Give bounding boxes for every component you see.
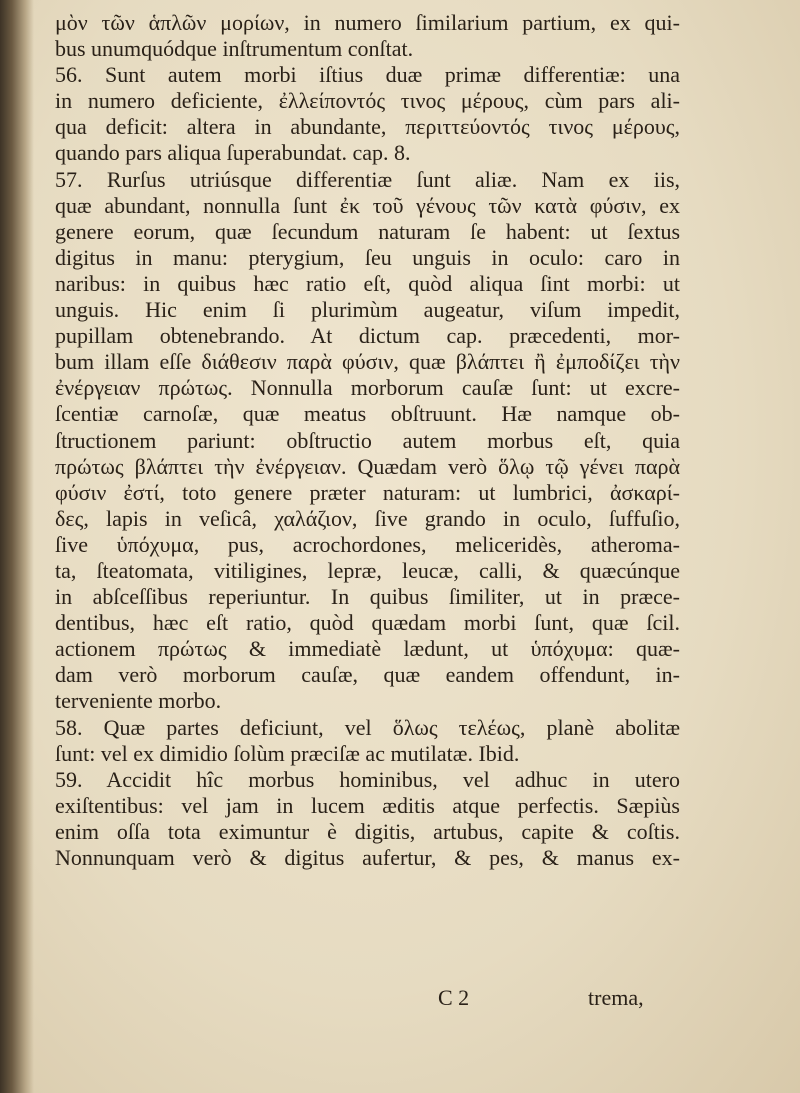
text-line: naribus: in quibus hæc ratio eſt, quòd aliqua ſint morbi: ut: [55, 270, 680, 296]
text-line: δες, lapis in veſicâ, χαλάζιον, ſive grando in oculo, ſuffuſio,: [55, 505, 680, 531]
text-line: qua deficit: altera in abundante, περιττεύοντός τινος μέρους,: [55, 114, 680, 140]
text-line: φύσιν ἐστί, toto genere præter naturam: ut lumbrici, ἀσκαρί-: [55, 479, 680, 505]
text-line: enim oſſa tota eximuntur è digitis, artubus, capite & coſtis.: [55, 818, 680, 844]
text-line: ſive ὑπόχυμα, pus, acrochordones, meliceridès, atheroma-: [55, 531, 680, 557]
text-line: bus unumquódque inſtrumentum conſtat.: [55, 36, 414, 62]
text-line: actionem πρώτως & immediatè lædunt, ut ὑπόχυμα: quæ-: [55, 636, 680, 662]
text-line: ta, ſteatomata, vitiligines, lepræ, leucæ, calli, & quæcúnque: [55, 557, 680, 583]
text-line: in numero deficiente, ἐλλείποντός τινος μέρους, cùm pars ali-: [55, 88, 680, 114]
text-line: pupillam obtenebrando. At dictum cap. præcedenti, mor-: [55, 323, 680, 349]
text-line: μὸν τῶν ἁπλῶν μορίων, in numero ſimilarium partium, ex qui-: [55, 10, 680, 35]
text-line: Nonnunquam verò & digitus aufertur, & pes, & manus ex-: [55, 845, 680, 870]
text-line: digitus in manu: pterygium, ſeu unguis in oculo: caro in: [55, 244, 680, 270]
text-line: ſunt: vel ex dimidio ſolùm præciſæ ac mutilatæ. Ibid.: [55, 740, 520, 766]
text-line: ſtructionem pariunt: obſtructio autem morbus eſt, quia: [55, 427, 680, 453]
text-line: in abſceſſibus reperiuntur. In quibus ſimiliter, ut in præce-: [55, 584, 680, 610]
text-line: ἐνέργειαν πρώτως. Nonnulla morborum cauſæ ſunt: ut excre-: [55, 375, 680, 401]
text-line: bum illam eſſe διάθεσιν παρὰ φύσιν, quæ βλάπτει ἢ ἐμποδίζει τὴν: [55, 349, 680, 375]
text-line: dam verò morborum cauſæ, quæ eandem offendunt, in-: [55, 662, 680, 688]
text-line: ſcentiæ carnoſæ, quæ meatus obſtruunt. Hæ namque ob-: [55, 401, 680, 427]
text-line: terveniente morbo.: [55, 688, 222, 714]
text-line: 59. Accidit hîc morbus hominibus, vel adhuc in utero: [55, 766, 680, 792]
binding-gutter: [0, 0, 34, 1093]
body-text: [55, 10, 680, 871]
text-line: exiſtentibus: vel jam in lucem æditis atque perfectis. Sæpiùs: [55, 792, 680, 818]
text-line: dentibus, hæc eſt ratio, quòd quædam morbi ſunt, quæ ſcil.: [55, 610, 680, 636]
page-footer: [0, 984, 800, 1012]
catchword: trema,: [588, 985, 644, 1010]
text-line: quando pars aliqua ſuperabundat. cap. 8.: [55, 140, 411, 166]
text-line: 56. Sunt autem morbi iſtius duæ primæ differentiæ: una: [55, 62, 680, 88]
text-line: genere eorum, quæ ſecundum naturam ſe habent: ut ſextus: [55, 218, 680, 244]
text-line: unguis. Hic enim ſi plurimùm augeatur, viſum impedit,: [55, 297, 680, 323]
text-line: 58. Quæ partes deficiunt, vel ὅλως τελέως, planè abolitæ: [55, 714, 680, 740]
text-line: 57. Rurſus utriúsque differentiæ ſunt aliæ. Nam ex iis,: [55, 166, 680, 192]
text-line: quæ abundant, nonnulla ſunt ἐκ τοῦ γένους τῶν κατὰ φύσιν, ex: [55, 192, 680, 218]
text-line: πρώτως βλάπτει τὴν ἐνέργειαν. Quædam verò ὅλῳ τῷ γένει παρὰ: [55, 453, 680, 479]
signature-mark: C 2: [438, 985, 470, 1010]
